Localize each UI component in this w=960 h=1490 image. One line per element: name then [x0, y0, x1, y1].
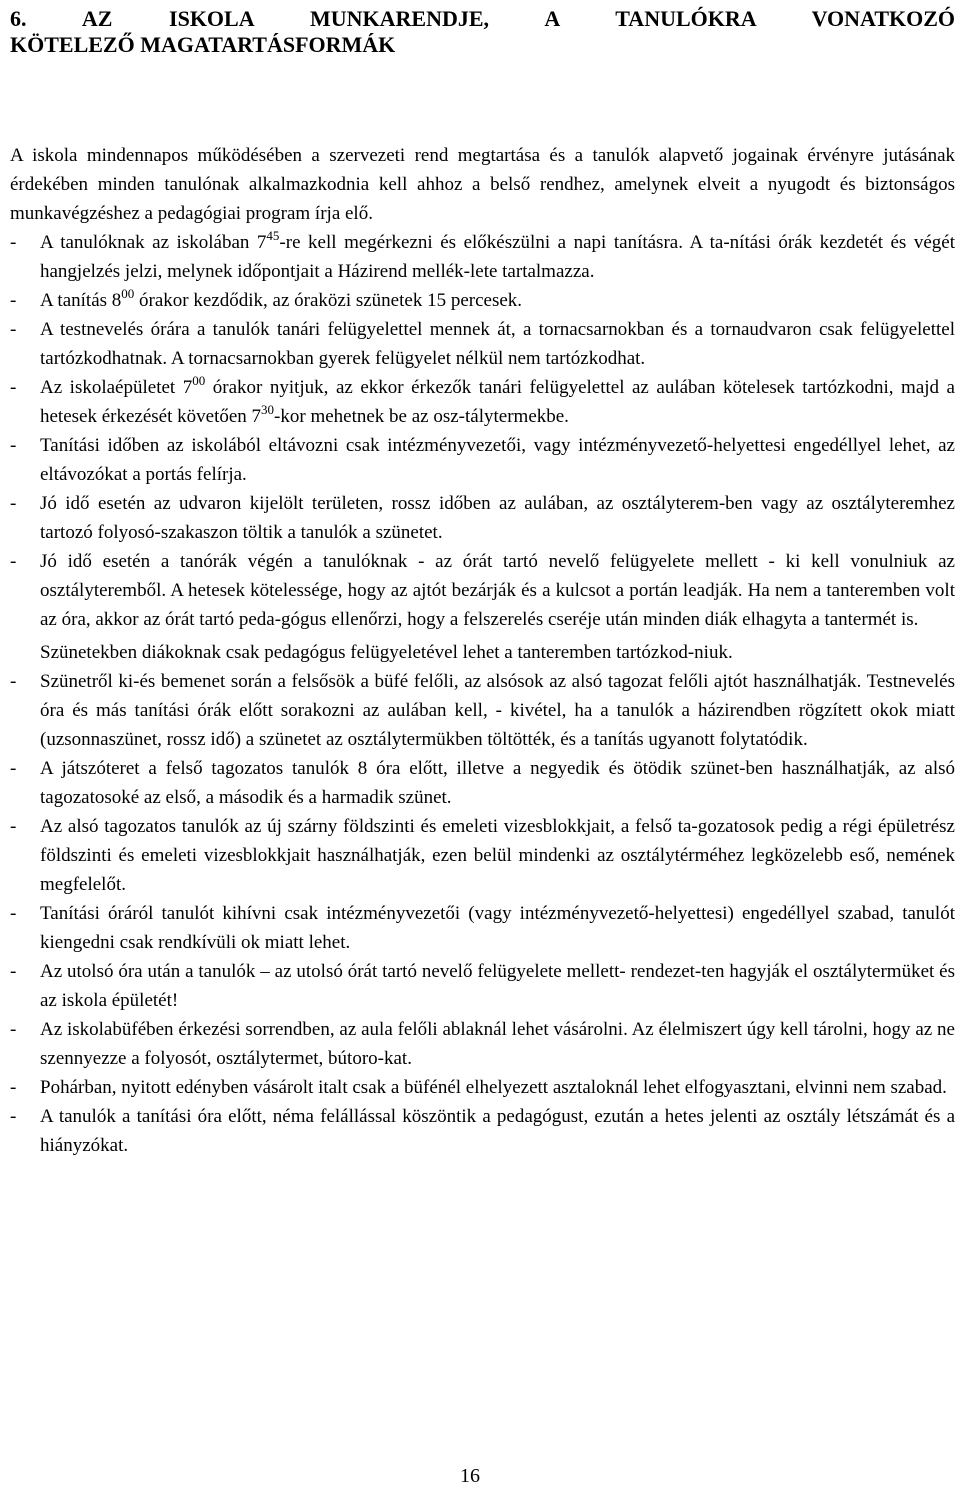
list-item: - Jó idő esetén a tanórák végén a tanulóknak - az órát tartó nevelő felügyelete mellett - ki kell vonulniuk az osztályteremből. A hetesek kötelessége, hogy az ajtót bezárják és a kulcsot a portán leadják. Ha nem a tanteremben volt az óra, akkor az órát tartó peda-gógus ellenőrzi, hogy a felszerelés cseréje után minden diák elhagyta a tantermét is. [10, 547, 955, 634]
list-dash: - [10, 232, 17, 253]
intro-paragraph: A iskola mindennapos működésében a szervezeti rend megtartása és a tanulók alapvető jogainak érvényre jutásának érdekében minden tanulónak alkalmazkodnia kell ahhoz a belső rendhez, amelynek elveit a nyugodt és biztonságos munkavégzéshez a pedagógiai program írja elő. [10, 145, 955, 224]
list-dash: - [10, 1106, 17, 1127]
list-item: - Jó idő esetén az udvaron kijelölt területen, rossz időben az aulában, az osztályterem-ben vagy az osztályteremhez tartozó folyosó-szakaszon töltik a tanulók a szünetet. [10, 489, 955, 547]
section-heading-line1: 6. AZ ISKOLA MUNKARENDJE, A TANULÓKRA VONATKOZÓ [10, 6, 955, 31]
list-item: - A tanítás $8^{00}$ órakor kezdődik, az óraközi szünetek 15 percesek. [10, 286, 955, 315]
document-page [10, 0, 955, 1160]
rules-list-continued [10, 667, 955, 1160]
list-dash: - [10, 671, 17, 692]
list-dash: - [10, 377, 17, 398]
list-dash: - [10, 435, 17, 456]
list-item: - A tanulók a tanítási óra előtt, néma felállással köszöntik a pedagógust, ezután a hetes jelenti az osztály létszámát és a hiányzókat. [10, 1102, 955, 1160]
list-dash: - [10, 1077, 17, 1098]
list-dash: - [10, 551, 17, 572]
list-dash: - [10, 319, 17, 340]
list-dash: - [10, 816, 17, 837]
list-item: - A játszóteret a felső tagozatos tanulók 8 óra előtt, illetve a negyedik és ötödik szünet-ben használhatják, az alsó tagozatosoké az első, a második és a harmadik szünet. [10, 754, 955, 812]
rules-list [10, 228, 955, 634]
list-item: - A testnevelés órára a tanulók tanári felügyelettel mennek át, a tornacsarnokban és a tornaudvaron csak felügyelettel tartózkodhatnak. A tornacsarnokban gyerek felügyelet nélkül nem tartózkodhat. [10, 315, 955, 373]
page-number: 16 [460, 1465, 480, 1487]
list-dash: - [10, 1019, 17, 1040]
list-dash: - [10, 961, 17, 982]
list-item: - Az iskolaépületet $7^{00}$ órakor nyitjuk, az ekkor érkezők tanári felügyelettel az aulában kötelesek tartózkodni, majd a hetesek érkezését követően $7^{30}$-kor mehetnek be az osz-tálytermekbe. [10, 373, 955, 427]
list-dash: - [10, 493, 17, 514]
continuation-paragraph: Szünetekben diákoknak csak pedagógus felügyeletével lehet a tanteremben tartózkod-niuk. [40, 642, 733, 663]
list-item: - Az iskolabüfében érkezési sorrendben, az aula felőli ablaknál lehet vásárolni. Az élelmiszert úgy kell tárolni, hogy az ne szennyezze a folyosót, osztálytermet, bútoro-kat. [10, 1015, 955, 1073]
list-item: - Az alsó tagozatos tanulók az új szárny földszinti és emeleti vizesblokkjait, a felső ta-gozatosok pedig a régi épületrész földszinti és emeleti vizesblokkjait használhatják, ezen belül mindenki az osztálytérméhez legközelebb eső, nemének megfelelőt. [10, 812, 955, 899]
list-item: - Pohárban, nyitott edényben vásárolt italt csak a büfénél elhelyezett asztaloknál lehet elfogyasztani, elvinni nem szabad. [10, 1073, 955, 1102]
section-heading-line2: KÖTELEZŐ MAGATARTÁSFORMÁK [10, 32, 396, 57]
list-dash: - [10, 903, 17, 924]
list-item: - Szünetről ki-és bemenet során a felsősök a büfé felőli, az alsósok az alsó tagozat felőli ajtót használhatják. Testnevelés óra és más tanítási órák előtt sorakozni az aulában kell, - kivétel, ha a tanulók a házirendben rögzített okok miatt (uzsonnaszünet, rossz idő) a szünetet az osztálytermükben töltötték, és a tanítás ugyanott folytatódik. [10, 667, 955, 754]
list-dash: - [10, 290, 17, 311]
list-dash: - [10, 758, 17, 779]
list-item: - Tanítási óráról tanulót kihívni csak intézményvezetői (vagy intézményvezető-helyettesi) engedéllyel szabad, tanulót kiengedni csak rendkívüli ok miatt lehet. [10, 899, 955, 957]
list-item: - Az utolsó óra után a tanulók – az utolsó órát tartó nevelő felügyelete mellett- rendezet-ten hagyják el osztálytermüket és az iskola épületét! [10, 957, 955, 1015]
list-item: - Tanítási időben az iskolából eltávozni csak intézményvezetői, vagy intézményvezető-helyettesi engedéllyel lehet, az eltávozókat a portás felírja. [10, 431, 955, 489]
list-item: - A tanulóknak az iskolában $7^{45}-re$ kell megérkezni és előkészülni a napi tanításra. A ta-nítási órák kezdetét és végét hangjelzés jelzi, melynek időpontjait a Házirend mellék-lete tartalmazza. [10, 228, 956, 282]
